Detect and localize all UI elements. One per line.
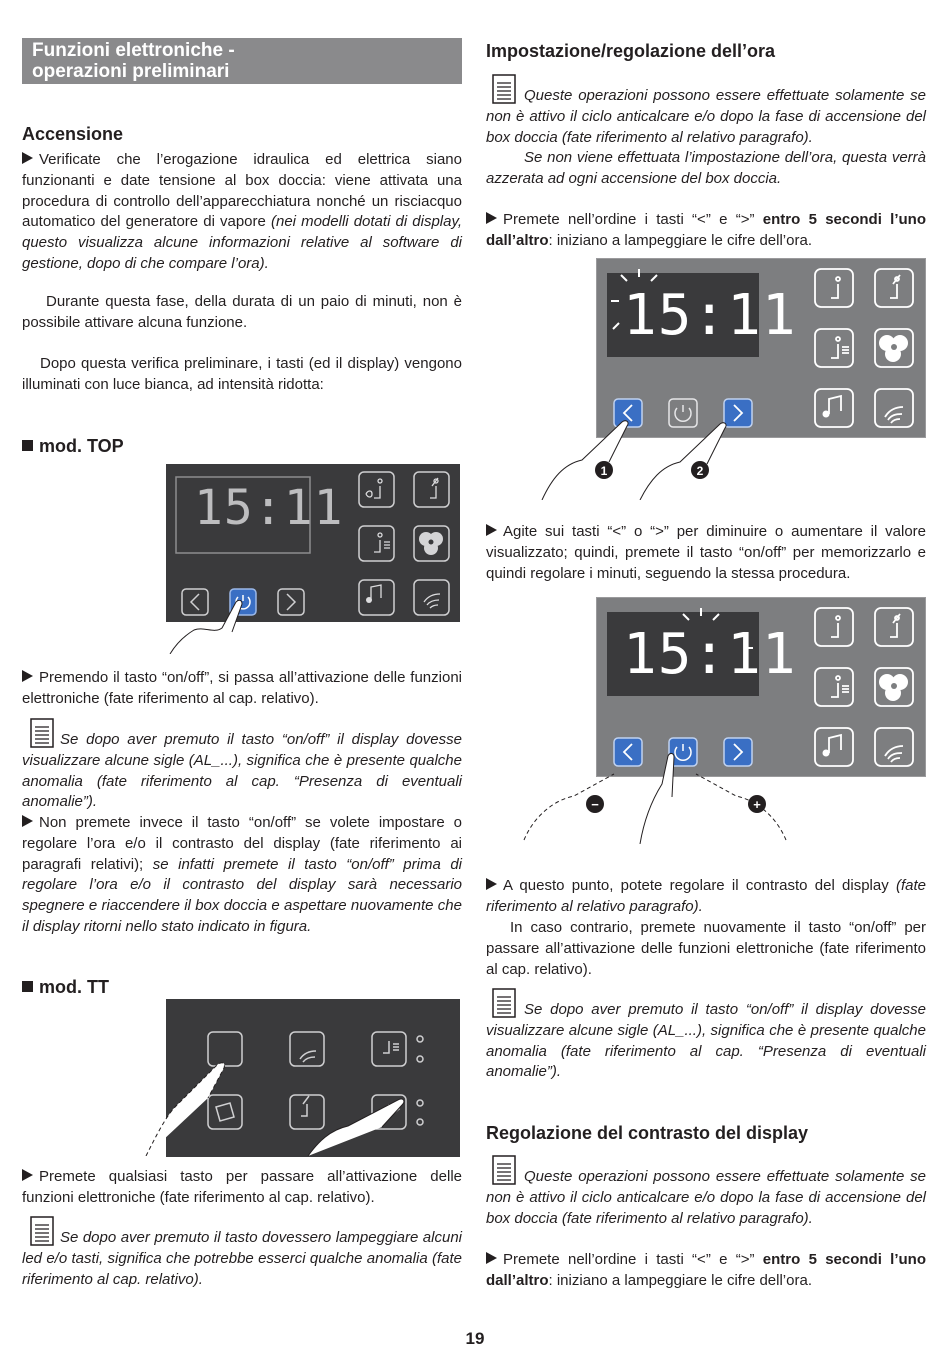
verifica-paragraph: Dopo questa verifica preliminare, i tasti (ed il display) vengono illuminati con luce bianca, ad intensità ridotta: <box>22 355 462 393</box>
note-anomalie-2-text: Se dopo aver premuto il tasto “on/off” il display dovesse visualizzare alcune sigle (AL_...), significa che è presente qualche anomalia (fate riferimento al cap. “Presenza di eventuali anomalie”). <box>486 1001 926 1081</box>
non-premete-paragraph <box>22 813 462 938</box>
premete-ordine-end: : iniziano a lampeggiare le cifre dell’ora. <box>548 231 812 249</box>
premete-ordine-contrasto-paragraph <box>486 1250 926 1292</box>
top-control-panel <box>166 464 460 622</box>
premete-ordine-contrasto-end: : iniziano a lampeggiare le cifre dell’ora. <box>548 1271 812 1289</box>
non-premete-text: Non premete invece il tasto “on/off” se volete impostare o regolare l’ora e/o il contrasto del display (fate riferimento ai paragrafi relativi); <box>22 814 462 873</box>
mod-tt-heading <box>22 977 109 998</box>
bullet-arrow-icon <box>22 152 33 164</box>
note-operazioni-contrasto <box>486 1167 926 1229</box>
square-bullet-icon <box>22 440 33 451</box>
bullet-arrow-icon <box>486 212 497 224</box>
note-led-text: Se dopo aver premuto il tasto dovessero lampeggiare alcuni led e/o tasti, significa che potrebbe esserci qualche anomalia (fate riferimento al cap. relativo). <box>22 1229 462 1288</box>
onoff-text: Premendo il tasto “on/off”, si passa all’attivazione delle funzioni elettroniche (fate riferimento al cap. relativo). <box>22 669 462 707</box>
premete-qualsiasi-text: Premete qualsiasi tasto per passare all’attivazione delle funzioni elettroniche (fate riferimento al cap. relativo). <box>22 1168 462 1206</box>
accensione-heading: Accensione <box>22 124 124 144</box>
tt-fingers-illustration <box>140 1052 460 1156</box>
badge-1: 1 <box>600 464 608 478</box>
section-title-line2: operazioni preliminari <box>32 61 230 82</box>
contrasto-heading: Regolazione del contrasto del display <box>486 1123 809 1143</box>
bullet-arrow-icon <box>22 1169 33 1181</box>
bullet-arrow-icon <box>486 878 497 890</box>
note-azzerata-text: Se non viene effettuata l’impostazione dell’ora, questa verrà azzerata ad ogni accensione del box doccia. <box>486 149 926 187</box>
contrasto-text: A questo punto, potete regolare il contrasto del display <box>503 877 889 894</box>
bullet-arrow-icon <box>486 524 497 536</box>
premete-ordine-contrasto-bold: entro 5 secondi l’uno dall’altro <box>486 1251 926 1289</box>
mod-tt-label: mod. TT <box>39 977 109 997</box>
onoff-paragraph <box>22 668 462 710</box>
minus-badge: − <box>591 797 599 812</box>
clock-display-1: 15:11 <box>623 283 797 348</box>
accensione-paragraph <box>22 150 462 275</box>
clock-setting-panel-2 <box>596 597 926 777</box>
note-anomalie-1-text: Se dopo aver premuto il tasto “on/off” il display dovesse visualizzare alcune sigle (AL_...), significa che è presente qualche anomalia (fate riferimento al cap. “Presenza di eventuali anomalie”). <box>22 731 462 811</box>
mod-top-label: mod. TOP <box>39 436 124 456</box>
contrasto-paragraph <box>486 876 926 918</box>
bullet-arrow-icon <box>22 670 33 682</box>
note-anomalie-2 <box>486 1000 926 1083</box>
agite-paragraph <box>486 522 926 584</box>
finger-pointer-illustration <box>168 600 268 654</box>
agite-text: Agite sui tasti “<” o “>” per diminuire o aumentare il valore visualizzato; quindi, premete il tasto “on/off” per memorizzarlo e quindi regolare i minuti, seguendo la stessa procedura. <box>486 523 926 582</box>
two-finger-illustration <box>540 404 750 500</box>
top-clock-display: 15:11 <box>194 480 344 536</box>
section-title-bar <box>22 38 462 84</box>
note-operazioni-ora-text: Queste operazioni possono essere effettuate solamente se non è attivo il ciclo anticalcare e/o dopo la fase di accensione del box doccia (fate riferimento al relativo paragrafo). <box>486 87 926 146</box>
contrasto-italic: (fate riferimento al relativo paragrafo). <box>486 877 926 915</box>
mod-top-heading <box>22 436 124 457</box>
bullet-arrow-icon <box>22 815 33 827</box>
premete-ordine-text: Premete nell’ordine i tasti “<” e “>” <box>503 211 755 228</box>
premete-ordine-paragraph <box>486 210 926 252</box>
note-anomalie-1 <box>22 730 462 813</box>
accensione-text: Verificate che l’erogazione idraulica ed elettrica siano funzionanti e date tensione al box doccia: viene attivata una procedura di controllo dell’apparecchiatura nonché un risciacquo automatico del generatore di vapore <box>22 151 462 231</box>
note-operazioni-contrasto-text: Queste operazioni possono essere effettuate solamente se non è attivo il ciclo anticalcare e/o dopo la fase di accensione del box doccia (fate riferimento al relativo paragrafo). <box>486 1168 926 1227</box>
page-number: 19 <box>465 1329 485 1348</box>
premete-ordine-contrasto-text: Premete nell’ordine i tasti “<” e “>” <box>503 1251 755 1268</box>
accensione-italic-text: (nei modelli dotati di display, questo visualizza alcune informazioni relative al software di gestione, dopo di che compare l’ora). <box>22 213 463 272</box>
note-azzerata <box>486 148 926 190</box>
three-finger-illustration <box>520 752 790 844</box>
clock-display-2: 15:11 <box>623 622 797 687</box>
note-led <box>22 1228 462 1290</box>
fase-paragraph: Durante questa fase, della durata di un paio di minuti, non è possibile attivare alcuna funzione. <box>22 293 462 331</box>
badge-2: 2 <box>696 464 704 478</box>
ora-heading: Impostazione/regolazione dell’ora <box>486 41 776 61</box>
non-premete-italic: se infatti premete il tasto “on/off” prima di regolare l’ora e/o il contrasto del display sarà necessario spegnere e riaccendere il box doccia e aspettare nuovamente che il display ritorni nello stato indicato in figura. <box>22 855 463 935</box>
premete-qualsiasi-paragraph <box>22 1167 462 1209</box>
premete-ordine-bold: entro 5 secondi l’uno dall’altro <box>486 211 926 249</box>
section-title-line1: Funzioni elettroniche - <box>32 40 235 61</box>
square-bullet-icon <box>22 981 33 992</box>
plus-badge: + <box>753 797 761 812</box>
caso-contrario-paragraph: In caso contrario, premete nuovamente il tasto “on/off” per passare all’attivazione delle funzioni elettroniche (fate riferimento al cap. relativo). <box>486 919 926 978</box>
note-operazioni-ora <box>486 86 926 148</box>
bullet-arrow-icon <box>486 1252 497 1264</box>
